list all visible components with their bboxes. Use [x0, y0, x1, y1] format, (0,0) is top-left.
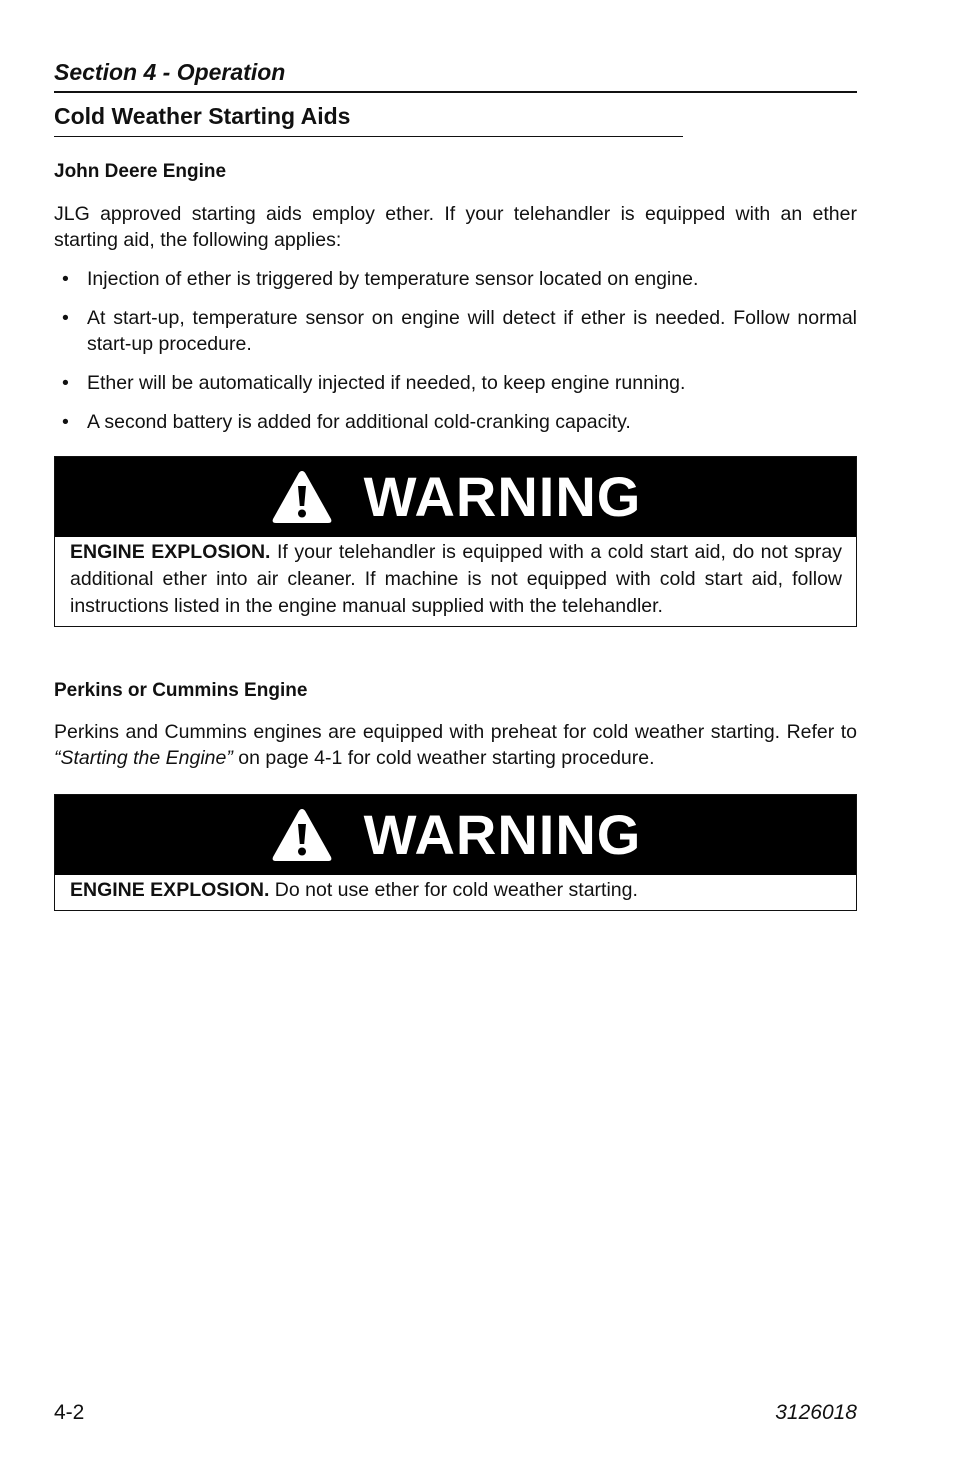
bullet-text: A second battery is added for additional cold-cranking capacity. — [87, 411, 631, 433]
warning-triangle-icon — [270, 468, 334, 526]
warning-triangle-icon — [270, 806, 334, 864]
list-item — [54, 266, 857, 292]
bullet-symbol: • — [62, 307, 69, 329]
bullet-text: At start-up, temperature sensor on engine will detect if ether is needed. Follow normal start-up procedure. — [87, 307, 857, 355]
bullet-text: Ether will be automatically injected if needed, to keep engine running. — [87, 372, 686, 394]
warning-text — [55, 537, 856, 626]
list-item — [54, 370, 857, 396]
warning-banner — [55, 457, 856, 537]
warning-message: Do not use ether for cold weather starting. — [269, 879, 638, 901]
manual-page — [54, 0, 857, 1475]
bullet-symbol: • — [62, 268, 69, 290]
document-number: 3126018 — [775, 1401, 857, 1424]
page-title: Cold Weather Starting Aids — [54, 101, 683, 137]
warning-lead: ENGINE EXPLOSION. — [70, 541, 271, 563]
cross-reference-link[interactable]: “Starting the Engine” — [54, 747, 233, 769]
list-item — [54, 409, 857, 435]
warning-box-ether — [54, 456, 857, 627]
perkins-text-before: Perkins and Cummins engines are equipped with preheat for cold weather starting. Refer to — [54, 721, 857, 743]
john-deere-intro: JLG approved starting aids employ ether. If your telehandler is equipped with an ether starting aid, the following applies: — [54, 203, 857, 251]
section-header: Section 4 - Operation — [54, 57, 857, 93]
list-item — [54, 305, 857, 357]
warning-banner — [55, 795, 856, 875]
john-deere-heading: John Deere Engine — [54, 161, 227, 182]
bullet-symbol: • — [62, 411, 69, 433]
perkins-text-after: on page 4-1 for cold weather starting procedure. — [232, 747, 655, 769]
warning-message: If your telehandler is equipped with a cold start aid, do not spray additional ether into air cleaner. If machine is not equipped with cold start aid, follow instructions listed in the engine manual supplied with the telehandler. — [70, 541, 842, 617]
warning-label: WARNING — [363, 465, 642, 528]
perkins-paragraph — [54, 719, 857, 771]
page-number: 4-2 — [54, 1401, 85, 1424]
warning-label: WARNING — [363, 803, 642, 866]
bullet-symbol: • — [62, 372, 69, 394]
warning-text — [55, 875, 856, 910]
perkins-heading: Perkins or Cummins Engine — [54, 680, 308, 701]
john-deere-bullet-list — [54, 266, 857, 448]
warning-lead: ENGINE EXPLOSION. — [70, 879, 270, 901]
warning-box-no-ether — [54, 794, 857, 911]
bullet-text: Injection of ether is triggered by temperature sensor located on engine. — [87, 268, 699, 290]
